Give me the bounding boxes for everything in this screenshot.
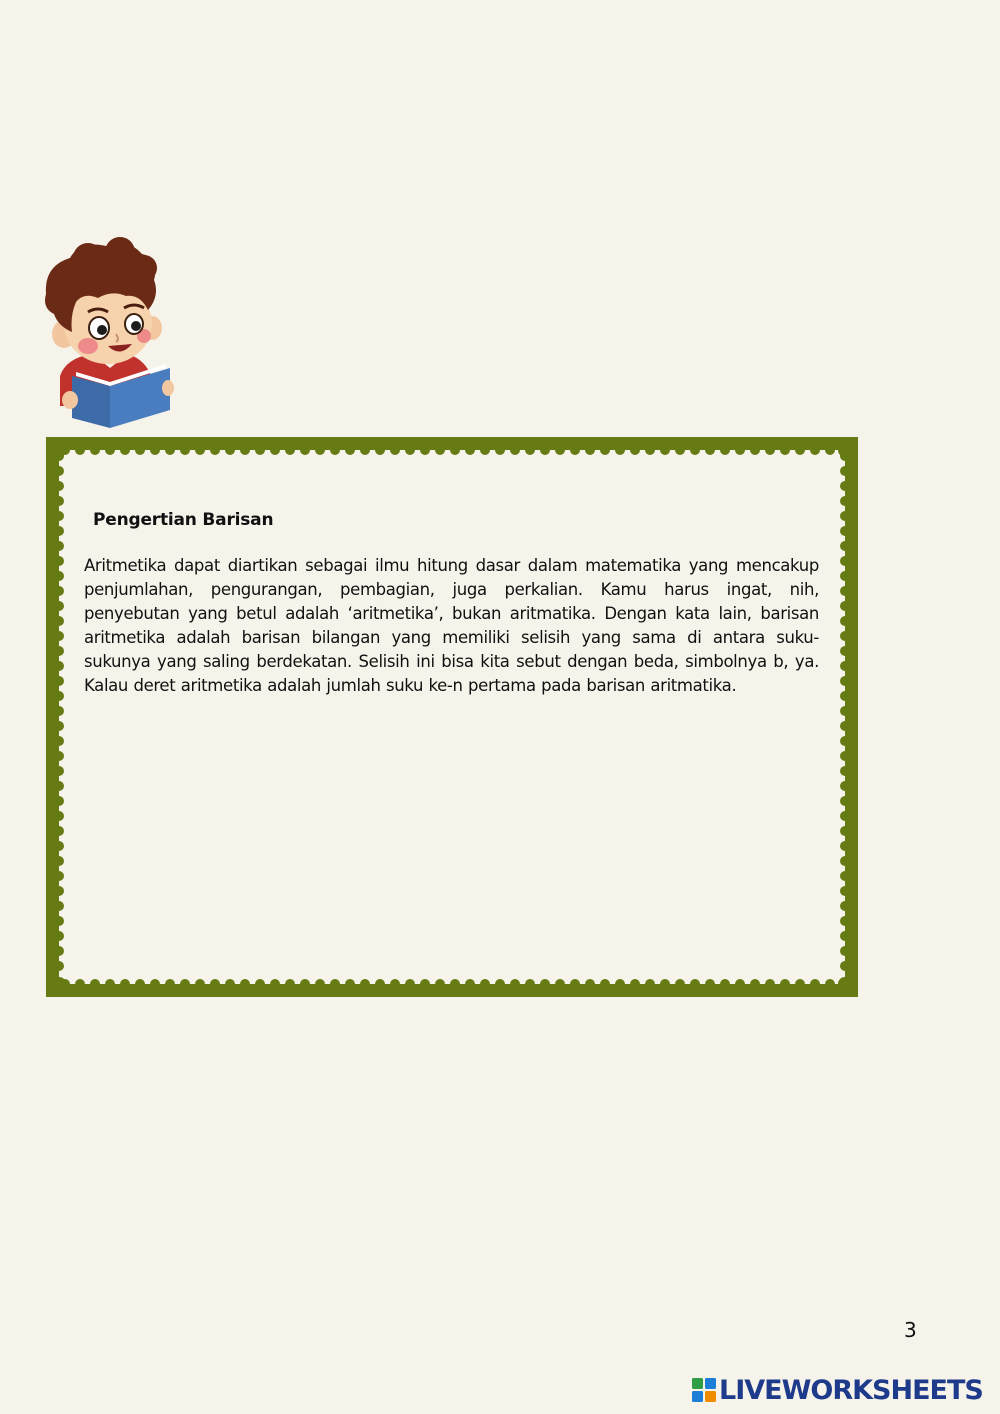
boy-reading-book-icon xyxy=(36,236,176,432)
page-number: 3 xyxy=(904,1318,917,1342)
brand-footer[interactable] xyxy=(692,1374,983,1406)
brand-name: LIVEWORKSHEETS xyxy=(719,1374,983,1406)
card-body-text: Aritmetika dapat diartikan sebagai ilmu hitung dasar dalam matematika yang mencakup penjumlahan, pengurangan, pembagian, juga perkalian. Kamu harus ingat, nih, penyebutan yang betul adalah ‘aritmetika’, bukan aritmatika. Dengan kata lain, barisan aritmetika adalah barisan bilangan yang memiliki selisih yang sama di antara suku-sukunya yang saling berdekatan. Selisih ini bisa kita sebut dengan beda, simbolnya b, ya. Kalau deret aritmetika adalah jumlah suku ke-n pertama pada barisan aritmatika. xyxy=(84,556,819,695)
card-content xyxy=(84,510,819,698)
liveworksheets-logo-icon xyxy=(692,1378,716,1402)
card-title: Pengertian Barisan xyxy=(93,510,274,530)
